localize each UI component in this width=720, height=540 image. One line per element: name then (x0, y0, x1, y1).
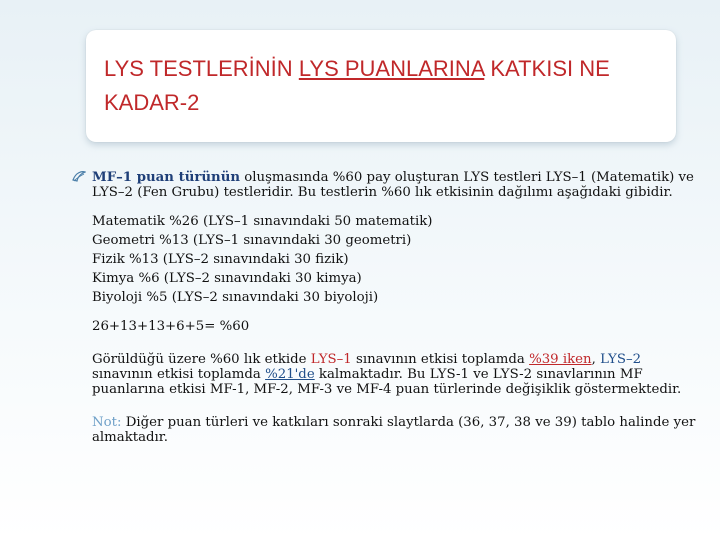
conclusion-lys2: LYS–2 (600, 352, 642, 367)
list-item: Matematik %26 (LYS–1 sınavındaki 50 matematik) (92, 214, 433, 229)
note-text: Diğer puan türleri ve katkıları sonraki slaytlarda (36, 37, 38 ve 39) tablo halinde yer almaktadır. (92, 415, 696, 445)
list-item: Biyoloji %5 (LYS–2 sınavındaki 30 biyoloji) (92, 290, 379, 305)
slide-content (72, 170, 697, 445)
title-prefix: LYS TESTLERİNİN (104, 56, 299, 81)
petal-bullet-icon (72, 170, 88, 184)
bullet-paragraph (72, 170, 697, 200)
conclusion-part1: Görüldüğü üzere %60 lık etkide (92, 352, 311, 367)
subject-list (72, 214, 697, 305)
title-underlined: LYS PUANLARINA (298, 56, 485, 81)
list-item: Kimya %6 (LYS–2 sınavındaki 30 kimya) (92, 271, 362, 286)
title-box (86, 30, 676, 142)
conclusion-pct39: %39 iken (529, 352, 592, 367)
conclusion-paragraph (72, 352, 697, 397)
conclusion-pct21: %21'de (265, 367, 315, 382)
sum-line: 26+13+13+6+5= %60 (92, 319, 250, 334)
note-label: Not: (92, 415, 122, 430)
slide-title (104, 52, 664, 120)
bullet-lead: MF–1 puan türünün (92, 170, 241, 185)
conclusion-part4: sınavının etkisi toplamda (92, 367, 266, 382)
conclusion-part5: kalmaktadır. Bu LYS-1 ve LYS-2 sınavlarının MF puanlarına etkisi MF-1, MF-2, MF-3 ve MF-4 puan türlerinde değişiklik göstermektedir. (92, 367, 682, 397)
conclusion-lys1: LYS–1 (310, 352, 352, 367)
list-item: Geometri %13 (LYS–1 sınavındaki 30 geometri) (92, 233, 412, 248)
list-item: Fizik %13 (LYS–2 sınavındaki 30 fizik) (92, 252, 349, 267)
conclusion-part3: , (591, 352, 601, 367)
conclusion-part2: sınavının etkisi toplamda (351, 352, 530, 367)
note-paragraph (72, 415, 697, 445)
bullet-text: oluşmasında %60 pay oluşturan LYS testleri LYS–1 (Matematik) ve LYS–2 (Fen Grubu) testleridir. Bu testlerin %60 lık etkisinin dağılımı aşağıdaki gibidir. (92, 170, 694, 200)
title-suffix: KATKISI NE KADAR-2 (104, 56, 610, 115)
